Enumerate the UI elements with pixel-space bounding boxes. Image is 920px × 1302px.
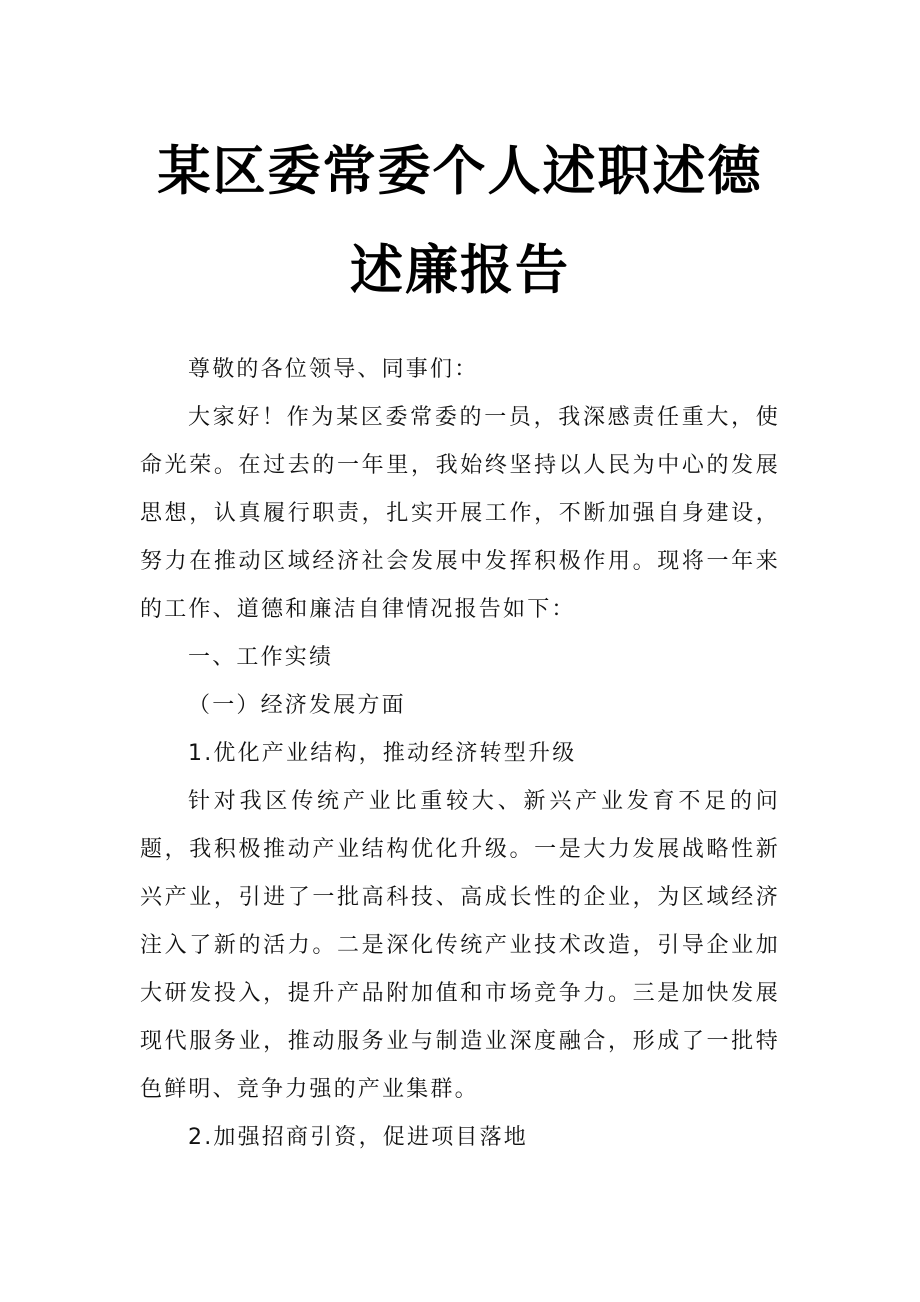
item-body-optimize-industry: 针对我区传统产业比重较大、新兴产业发育不足的问题，我积极推动产业结构优化升级。一是大力发展战略性新兴产业，引进了一批高科技、高成长性的企业，为区域经济注入了新的活力。二是深化传统产业技术改造，引导企业加大研发投入，提升产品附加值和市场竞争力。三是加快发展现代服务业，推动服务业与制造业深度融合，形成了一批特色鲜明、竞争力强的产业集群。 xyxy=(140,789,780,1102)
subsection-heading-economic-development: （一）经济发展方面 xyxy=(188,693,406,718)
intro-paragraph: 大家好！作为某区委常委的一员，我深感责任重大，使命光荣。在过去的一年里，我始终坚持以人民为中心的发展思想，认真履行职责，扎实开展工作，不断加强自身建设，努力在推动区域经济社会发展中发挥积极作用。现将一年来的工作、道德和廉洁自律情况报告如下： xyxy=(140,405,780,622)
document-title-line2: 述廉报告 xyxy=(350,240,570,301)
item-heading-optimize-industry: 1.优化产业结构，推动经济转型升级 xyxy=(188,741,577,766)
document-title-line1: 某区委常委个人述职述德 xyxy=(157,141,763,202)
greeting-paragraph: 尊敬的各位领导、同事们： xyxy=(188,357,479,382)
item-heading-investment-attraction: 2.加强招商引资，促进项目落地 xyxy=(188,1125,528,1150)
section-heading-work-achievements: 一、工作实绩 xyxy=(188,645,334,670)
